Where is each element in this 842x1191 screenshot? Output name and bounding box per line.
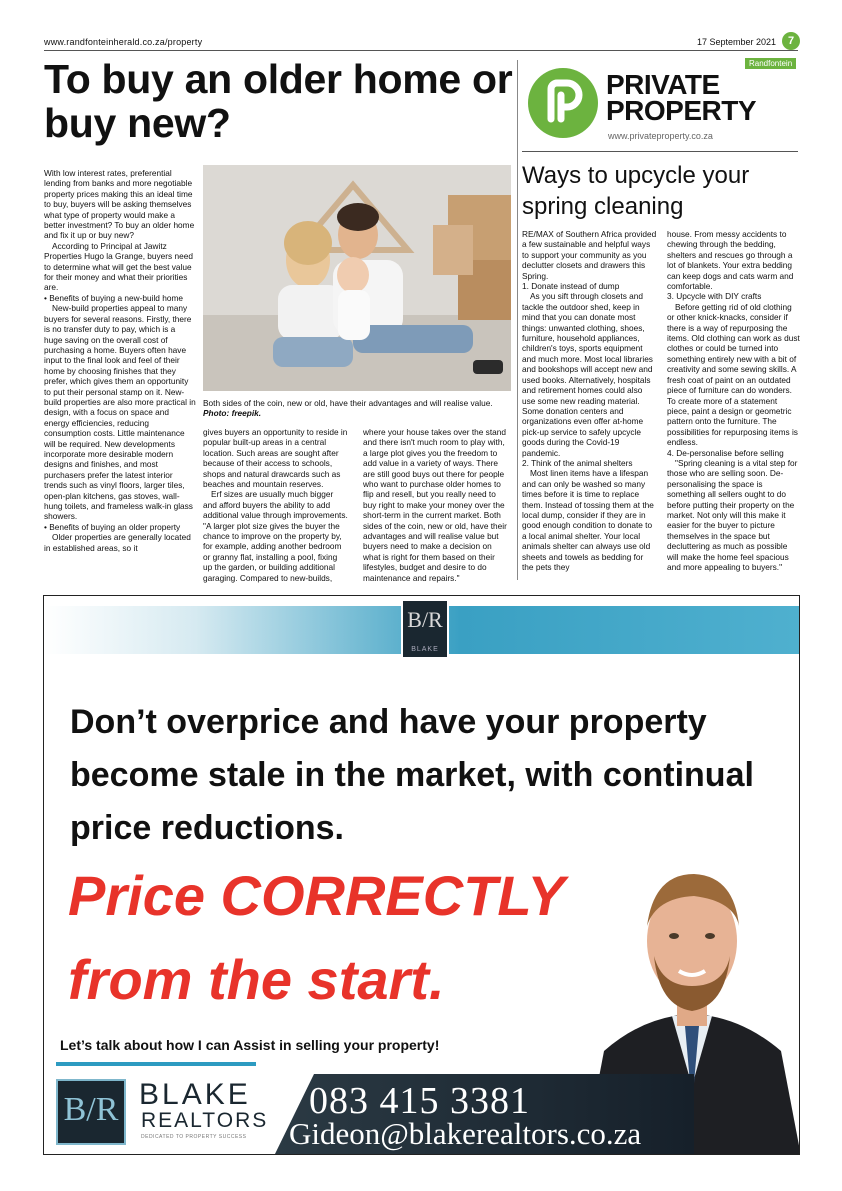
advert-top-logo [401,599,449,659]
advert-headline: Don’t overprice and have your property become stale in the market, with continual price reductions. [70,703,754,847]
paragraph: 3. Upcycle with DIY crafts [667,291,762,302]
advert-accent-line [56,1062,256,1066]
paragraph: Older properties are generally located in established areas, so it [44,532,191,553]
blake-logo [56,1079,126,1145]
advert-logo-sub: BLAKE [411,646,439,653]
paragraph: As you sift through closets and tackle the outdoor shed, keep in mind that you can donate most things: unwanted clothing, shoes, furniture, household appliances, children's toys, sports equipment and much more. Most local libraries and bookshops will accept new and used books. Alternatively, hospitals and retirement homes could also use some new reading material. Some donation centers and organizations even offer at-home pick-up service to safely upcycle goods during the Covid-19 pandemic. [522,291,653,458]
column-divider [517,60,518,580]
paragraph: 4. De-personalise before selling [667,447,784,458]
article-headline: To buy an older home or buy new? [44,56,513,146]
paragraph: With low interest rates, preferential lending from banks and more negotiable property prices making this an ideal time to buy, buyers will be asking themselves what type of property would make a better investment? To buy an older home and fix it up or buy new? [44,168,195,241]
article-column-1 [44,168,196,553]
article-column-3 [363,427,511,583]
side-column-2 [667,229,800,572]
paragraph: • Benefits of buying a new-build home [44,292,183,303]
paragraph: • Benefits of buying an older property [44,521,181,532]
private-property-logo-icon [527,67,599,139]
page-number: 7 [782,32,800,50]
pp-name-line1: PRIVATE [606,69,720,100]
photo-credit: Photo: freepik. [203,408,262,419]
paragraph: 1. Donate instead of dump [522,281,620,292]
side-rule [522,151,798,152]
agent-email[interactable]: Gideon@blakerealtors.co.za [289,1116,642,1151]
issue-date: 17 September 2021 [697,37,777,47]
paragraph: Erf sizes are usually much bigger and afford buyers the ability to add additional value through improvements. "A larger plot size gives the buyer the chance to improve on the property by, for example, adding another bedroom or granny flat, installing a pool, fixing up the garden, or building additional garaging. Compared to new-builds, [203,489,348,583]
brand-name-line1: BLAKE [139,1078,251,1111]
family-photo [203,165,511,391]
advert-talk-line: Let’s talk about how I can Assist in selling your property! [60,1037,440,1053]
paragraph: house. From messy accidents to chewing through the bedding, shelters and rescues go through a lot of blankets. Your extra bedding can keep dogs and cats warm and comfortable. [667,229,794,292]
side-article-title: Ways to upcycle your spring cleaning [522,162,750,220]
advert-slogan-line2: from the start. [68,948,445,1011]
paragraph: According to Principal at Jawitz Properties Hugo la Grange, buyers need to determine what will get the best value for their money and what their priorities are. [44,240,193,293]
advert-slogan [68,854,608,1022]
pp-name-line2: PROPERTY [606,95,757,126]
paragraph: Before getting rid of old clothing or other knick-knacks, consider if there is a way of repurposing the items. Old clothing can work as dust clothes or could be turned into something entirely new with a bit of creativity and some sewing skills. A fresh coat of paint on an outdated piece of furniture can do wonders. To create more of a statement piece, paint a design or geometric pattern onto the furniture. The possibilities for repurposing items is endless. [667,301,800,448]
private-property-name [606,69,757,126]
agent-phone[interactable]: 083 415 3381 [309,1080,530,1122]
private-property-url: www.privateproperty.co.za [608,131,713,141]
blake-logo-letters: B/R [63,1091,119,1128]
paragraph: "Spring cleaning is a vital step for those who are selling soon. De-personalising the space is something all sellers ought to do before putting their property on the market. Not only will this make it easier for the buyer to picture themselves in the space but decluttering as much as possible will make the home feel spacious and more appealing to buyers." [667,457,798,572]
advert-logo-letters: B/R [407,607,443,632]
paragraph: RE/MAX of Southern Africa provided a few sustainable and helpful ways to support your community as you declutter closets and drawers this Spring. [522,229,657,281]
family-photo-illustration [203,165,511,391]
article-column-2 [203,427,348,583]
paragraph: Most linen items have a lifespan and can only be washed so many times before it is time to replace them. Instead of tossing them at the local dump, consider if they are in good enough condition to donate to a local animal shelter. Your local animals shelter can always use old sheets and towels as bedding for the pets they [522,468,654,572]
advert-slogan-line1: Price CORRECTLY [68,864,565,927]
page-url: www.randfonteinherald.co.za/property [44,37,203,47]
paragraph: New-build properties appeal to many buyers for several reasons. Firstly, there is no transfer duty to pay, which is a huge saving on the overall cost of purchasing a home. Buyers often have input to the final look and feel of their home by choosing finishes that they prefer, which gives them an opportunity to put their personal stamp on it. New-build properties are also more practical in design, with a focus on space and energy efficiencies, reducing consumption costs. Little maintenance will be required. New developments incorporate more desirable modern designs and finishes, and most purchasers prefer the latest interior trends such as vinyl floors, larger tiles, open-plan kitchens, gas stoves, wall-hung toilets, and frameless walk-in glass showers. [44,303,196,522]
side-column-1 [522,229,657,572]
region-tag: Randfontein [745,58,796,69]
brand-tagline: DEDICATED TO PROPERTY SUCCESS [141,1134,247,1140]
photo-caption [203,398,503,419]
brand-name-line2: REALTORS [141,1109,269,1132]
caption-text: Both sides of the coin, new or old, have their advantages and will realise value. [203,398,493,408]
header-rule [44,50,798,51]
paragraph: 2. Think of the animal shelters [522,457,633,468]
paragraph: where your house takes over the stand and there isn't much room to play with, a large plot gives you the freedom to add value in a variety of ways. There are still good buys out there for people who want to purchase older homes to flip and resell, but you really need to buy right to make your money over the short-term in the current market. Both sides of the coin, new or old, have their advantages and will realise value but buyers need to make a decision on what is right for them based on their lifestyles, budget and desire to do maintenance and repairs." [363,427,507,583]
paragraph: gives buyers an opportunity to reside in popular built-up areas in a central location. Such areas are sought after because of their access to schools, shops and natural drawcards such as beaches and mountain reserves. [203,427,348,490]
blake-realtors-advert [43,595,800,1155]
